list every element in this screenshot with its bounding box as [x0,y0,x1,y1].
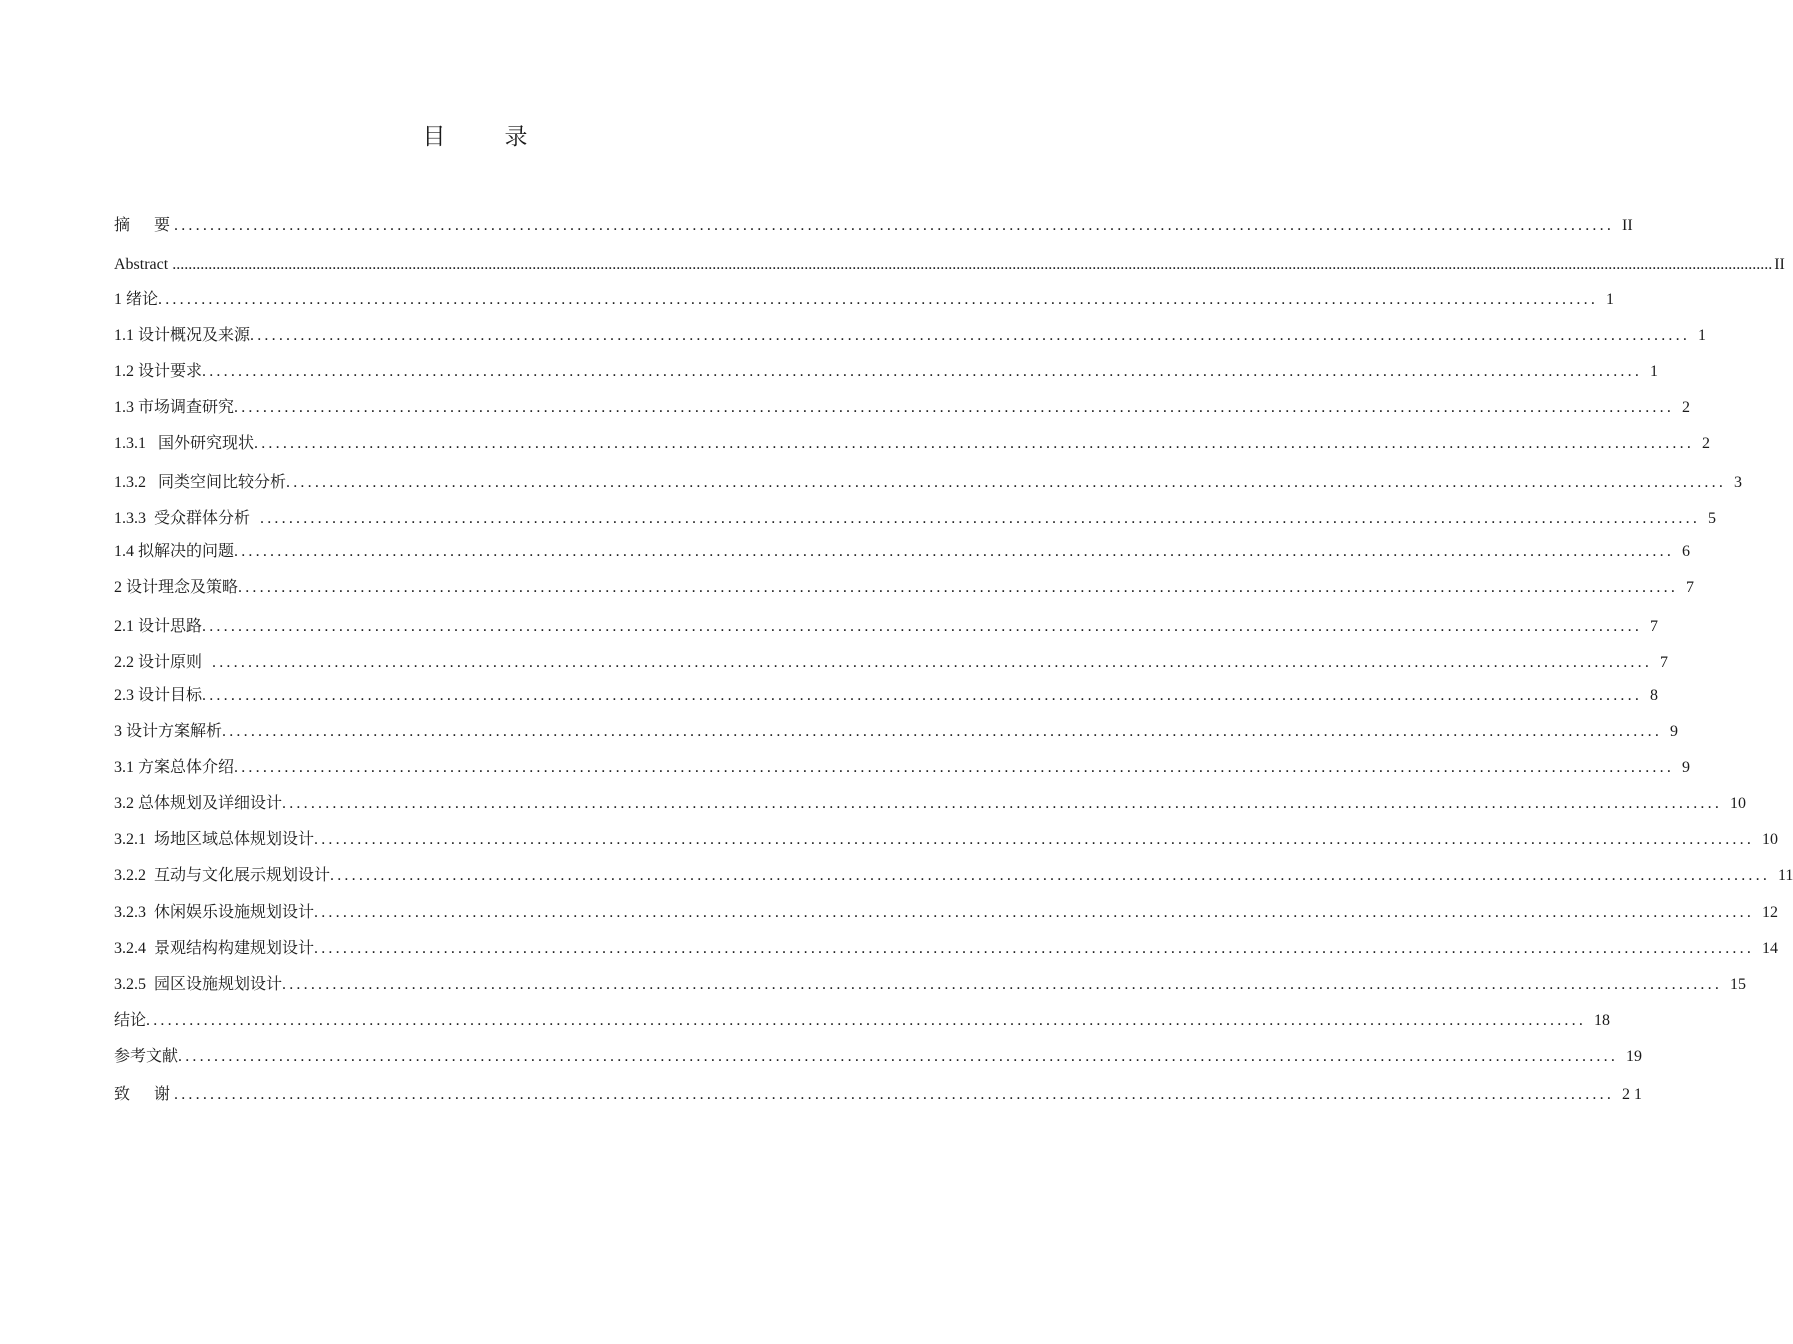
page-title: 目 录 [422,124,546,150]
toc-entry-page: II [1774,256,1785,273]
toc-entry-label: 参考文献 [114,1048,179,1065]
toc-leader: ........................................................................................................................................................................................................ [254,435,1695,452]
toc-entry-page: 5 [1708,510,1717,527]
toc-leader: ........................................................................................................................................................................................................ [234,399,1675,416]
toc-entry-2-2[interactable] [114,653,1669,673]
toc-entry-3-2-3[interactable] [114,903,1779,923]
toc-leader: ........................................................................................................................................................................................................ [238,579,1679,596]
toc-entry-1-1[interactable] [114,326,1707,346]
toc-leader: ........................................................................................................................................................................................................ [174,1086,1615,1103]
toc-entry-page: 7 [1686,579,1695,596]
toc-entry-page: 19 [1626,1048,1643,1065]
toc-entry-1-3-1[interactable] [114,434,1711,454]
toc-entry-page: 9 [1670,723,1679,740]
toc-leader: ........................................................................................................................................................................................................ [282,976,1723,993]
toc-leader: ........................................................................................................................................................................................................ [212,654,1653,671]
toc-entry-1-3[interactable] [114,398,1691,418]
toc-entry-page: 2 1 [1622,1086,1643,1103]
toc-entry-page: 8 [1650,687,1659,704]
toc-leader: ........................................................................................................................................................................................................ [314,940,1755,957]
toc-leader: ........................................................................................................................................................................................................ [222,723,1663,740]
toc-leader: ........................................................................................................................................................................................................ [260,510,1701,527]
toc-leader: ........................................................................................................................................................................................................ [286,474,1727,491]
toc-leader: ........................................................................................................................................................................................................ [202,687,1643,704]
toc-leader: ........................................................................................................................................................................................................ [314,904,1755,921]
toc-entry-page: 12 [1762,904,1779,921]
toc-entry-3-2-4[interactable] [114,939,1779,959]
toc-entry-label: 2.1 设计思路 [114,618,203,635]
toc-entry-page: 18 [1594,1012,1611,1029]
toc-entry-page: 14 [1762,940,1779,957]
toc-entry-abstract-en[interactable] [114,255,1785,275]
toc-entry-2-1[interactable] [114,617,1659,637]
toc-entry-page: 7 [1660,654,1669,671]
toc-entry-page: 7 [1650,618,1659,635]
toc-leader: ........................................................................................................................................................................................................ [174,217,1615,234]
toc-entry-label: 1.4 拟解决的问题 [114,543,235,560]
toc-entry-3-2-2[interactable] [114,866,1793,886]
toc-entry-page: 2 [1702,435,1711,452]
toc-entry-label: 结论 [114,1012,147,1029]
toc-entry-references[interactable] [114,1047,1643,1067]
toc-entry-2-3[interactable] [114,686,1659,706]
toc-entry-label: 1.2 设计要求 [114,363,203,380]
toc-leader: ........................................................................................................................................................................................................ [314,831,1755,848]
toc-entry-page: 10 [1762,831,1779,848]
toc-leader: ........................................................................................................................................................................................................ [178,1048,1619,1065]
toc-entry-label: 3.2.2 互动与文化展示规划设计 [114,867,331,884]
toc-entry-ch3[interactable] [114,722,1679,742]
toc-entry-label: 3.2.5 园区设施规划设计 [114,976,283,993]
toc-entry-page: 15 [1730,976,1747,993]
toc-entry-3-1[interactable] [114,758,1691,778]
toc-entry-page: II [1622,217,1633,234]
toc-entry-label: 摘 要 [114,217,175,234]
toc-entry-label: 致 谢 [114,1086,175,1103]
toc-entry-1-2[interactable] [114,362,1659,382]
toc-entry-3-2-5[interactable] [114,975,1747,995]
toc-leader: ........................................................................................................................................................................................................ [234,543,1675,560]
toc-leader: ........................................................................................................................................................................................................ [146,1012,1587,1029]
toc-entry-page: 11 [1778,867,1793,884]
toc-entry-page: 6 [1682,543,1691,560]
toc-entry-label: 1.3.3 受众群体分析 [114,510,251,527]
toc-entry-page: 10 [1730,795,1747,812]
toc-entry-conclusion[interactable] [114,1011,1611,1031]
toc-entry-label: 1.3 市场调查研究 [114,399,235,416]
toc-leader: ........................................................................................................................................................................................................ [234,759,1675,776]
toc-entry-3-2-1[interactable] [114,830,1779,850]
toc-entry-label: 3.2.1 场地区域总体规划设计 [114,831,315,848]
toc-entry-label: 3.2 总体规划及详细设计 [114,795,283,812]
toc-entry-label: 3 设计方案解析 [114,723,223,740]
toc-leader: ........................................................................................................................................................................................................ [158,291,1599,308]
toc-leader: ........................................................................................................................................................................................................ [202,618,1643,635]
toc-entry-label: 3.2.4 景观结构构建规划设计 [114,940,315,957]
toc-entry-page: 9 [1682,759,1691,776]
toc-entry-label: 2 设计理念及策略 [114,579,239,596]
toc-leader: ........................................................................................................................................................................................................ [202,363,1643,380]
toc-entry-1-3-2[interactable] [114,473,1743,493]
toc-entry-label: 3.1 方案总体介绍 [114,759,235,776]
toc-entry-label: 1.3.1 国外研究现状 [114,435,255,452]
toc-entry-label: 1.3.2 同类空间比较分析 [114,474,287,491]
toc-entry-acknowledgements[interactable] [114,1085,1643,1105]
toc-leader: ........................................................................................................................................................................................................ [250,327,1691,344]
toc-entry-1-4[interactable] [114,542,1691,562]
toc-entry-page: 1 [1606,291,1615,308]
toc-entry-page: 1 [1650,363,1659,380]
toc-entry-label: 1.1 设计概况及来源 [114,327,251,344]
toc-entry-label: 2.2 设计原则 [114,654,203,671]
toc-entry-ch2[interactable] [114,578,1695,598]
toc-entry-abstract-cn[interactable] [114,216,1633,236]
toc-entry-1-3-3[interactable] [114,509,1717,529]
toc-leader: ........................................................................................................................................................................................................ [330,867,1771,884]
toc-entry-label: Abstract [114,256,169,273]
toc-entry-label: 3.2.3 休闲娱乐设施规划设计 [114,904,315,921]
toc-entry-label: 1 绪论 [114,291,159,308]
toc-leader: ........................................................................................................................................................................................................ [282,795,1723,812]
toc-entry-page: 1 [1698,327,1707,344]
toc-entry-page: 3 [1734,474,1743,491]
toc-entry-label: 2.3 设计目标 [114,687,203,704]
toc-leader: ................................................................................................................................................................................................................................................................................................................................................................................................................ [172,256,1773,273]
toc-entry-page: 2 [1682,399,1691,416]
toc-entry-ch1[interactable] [114,290,1615,310]
toc-entry-3-2[interactable] [114,794,1747,814]
